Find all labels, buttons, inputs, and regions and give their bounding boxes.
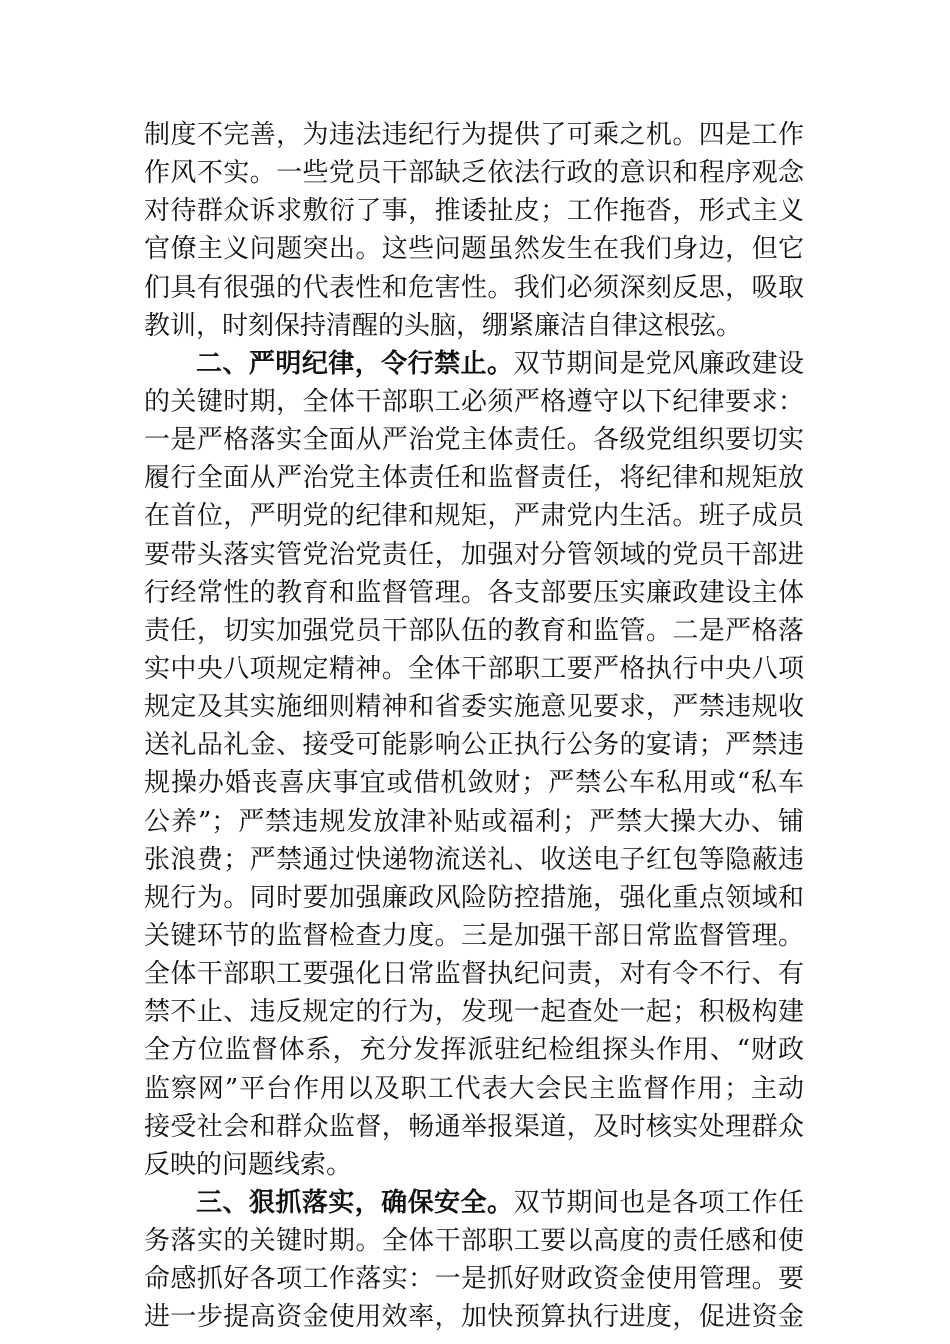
section-heading-line xyxy=(144,345,804,383)
text-line: 制度不完善，为违法违纪行为提供了可乘之机。四是工作 xyxy=(144,120,804,150)
text-line: 行经常性的教育和监督管理。各支部要压实廉政建设主体 xyxy=(144,577,804,608)
text-line: 接受社会和群众监督，畅通举报渠道，及时核实处理群众 xyxy=(144,1111,804,1142)
text-line: 官僚主义问题突出。这些问题虽然发生在我们身边，但它 xyxy=(144,234,804,265)
text-line: 一是严格落实全面从严治党主体责任。各级党组织要切实 xyxy=(144,425,804,456)
text-line: 教训，时刻保持清醒的头脑，绷紧廉洁自律这根弦。 xyxy=(144,310,743,341)
text-line: 监察网”平台作用以及职工代表大会民主监督作用；主动 xyxy=(144,1073,804,1104)
text-line: 履行全面从严治党主体责任和监督责任，将纪律和规矩放 xyxy=(144,463,804,494)
text-line: 们具有很强的代表性和危害性。我们必须深刻反思，吸取 xyxy=(144,272,804,303)
text-line: 全体干部职工要强化日常监督执纪问责，对有令不行、有 xyxy=(144,959,804,990)
text-line: 的关键时期，全体干部职工必须严格遵守以下纪律要求： xyxy=(144,386,804,417)
body-text xyxy=(144,116,804,1337)
section-heading-rest: 双节期间也是各项工作任 xyxy=(513,1187,804,1218)
text-line: 务落实的关键时期。全体干部职工要以高度的责任感和使 xyxy=(144,1226,804,1257)
section-heading: 二、严明纪律，令行禁止。 xyxy=(196,348,514,379)
text-line: 实中央八项规定精神。全体干部职工要严格执行中央八项 xyxy=(144,653,804,684)
text-line: 规定及其实施细则精神和省委实施意见要求，严禁违规收 xyxy=(144,692,804,723)
text-line: 作风不实。一些党员干部缺乏依法行政的意识和程序观念 xyxy=(144,158,804,189)
text-line: 全方位监督体系，充分发挥派驻纪检组探头作用、“财政 xyxy=(144,1035,804,1066)
text-line: 张浪费；严禁通过快递物流送礼、收送电子红包等隐蔽违 xyxy=(144,844,804,875)
text-line: 责任，切实加强党员干部队伍的教育和监管。二是严格落 xyxy=(144,615,804,646)
section-heading-rest: 双节期间是党风廉政建设 xyxy=(513,348,804,379)
text-line: 对待群众诉求敷衍了事，推诿扯皮；工作拖沓，形式主义 xyxy=(144,196,804,227)
section-heading: 三、狠抓落实，确保安全。 xyxy=(196,1187,514,1218)
text-line: 反映的问题线索。 xyxy=(144,1149,353,1180)
text-line: 命感抓好各项工作落实：一是抓好财政资金使用管理。要 xyxy=(144,1264,804,1295)
text-line: 在首位，严明党的纪律和规矩，严肃党内生活。班子成员 xyxy=(144,501,804,532)
text-line: 规行为。同时要加强廉政风险防控措施，强化重点领域和 xyxy=(144,882,804,913)
text-line: 规操办婚丧喜庆事宜或借机敛财；严禁公车私用或“私车 xyxy=(144,768,804,799)
text-line: 关键环节的监督检查力度。三是加强干部日常监督管理。 xyxy=(144,920,804,951)
section-heading-line xyxy=(144,1184,804,1222)
text-line: 要带头落实管党治党责任，加强对分管领域的党员干部进 xyxy=(144,539,804,570)
text-line: 送礼品礼金、接受可能影响公正执行公务的宴请；严禁违 xyxy=(144,730,804,761)
text-line: 公养”；严禁违规发放津补贴或福利；严禁大操大办、铺 xyxy=(144,806,804,837)
text-line: 进一步提高资金使用效率，加快预算执行进度，促进资金 xyxy=(144,1302,804,1333)
text-line: 禁不止、违反规定的行为，发现一起查处一起；积极构建 xyxy=(144,997,804,1028)
